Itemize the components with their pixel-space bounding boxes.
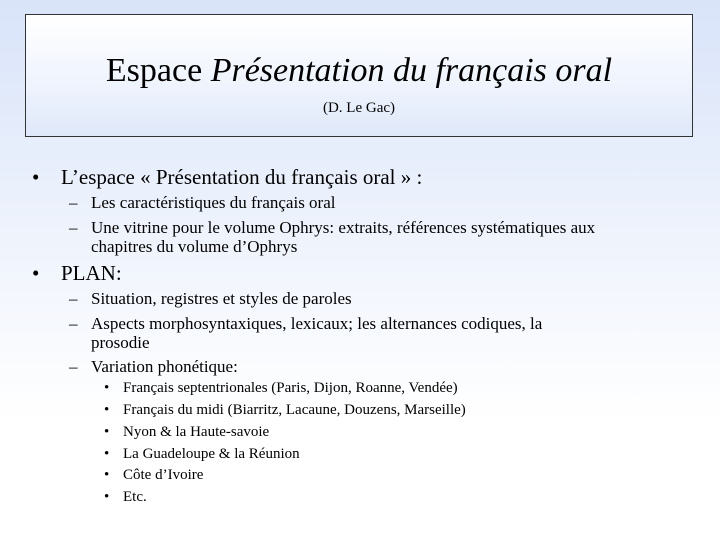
sub-bullet-marker: •	[104, 467, 110, 483]
sub-bullet-marker: •	[104, 402, 110, 418]
sub-bullet-marker: •	[104, 446, 110, 462]
dash-marker: –	[69, 218, 78, 237]
slide-author: (D. Le Gac)	[322, 100, 396, 116]
sub-bullet-marker: •	[104, 380, 110, 396]
sub-item-text: La Guadeloupe & la Réunion	[123, 446, 300, 462]
bullet-plan-text: PLAN:	[61, 261, 122, 285]
dash-marker: –	[69, 357, 78, 376]
bullet-marker: •	[32, 165, 40, 189]
dash-item-text-line1: Une vitrine pour le volume Ophrys: extraits, références systématiques aux	[91, 218, 596, 237]
title-italic: Présentation du français oral	[210, 52, 613, 89]
bullet-marker: •	[32, 261, 40, 285]
sub-item-text: Français septentrionales (Paris, Dijon, Roanne, Vendée)	[123, 380, 458, 396]
dash-item-text-line2: chapitres du volume d’Ophrys	[91, 237, 298, 256]
sub-bullet-marker: •	[104, 489, 110, 505]
sub-item-text: Français du midi (Biarritz, Lacaune, Douzens, Marseille)	[123, 402, 466, 418]
dash-item-text: Variation phonétique:	[91, 357, 238, 376]
title-prefix: Espace	[105, 52, 211, 89]
dash-item-text-line2: prosodie	[91, 333, 150, 352]
bullet-espace-text: L’espace « Présentation du français oral » :	[61, 165, 423, 189]
sub-item-text: Etc.	[123, 489, 147, 505]
dash-marker: –	[69, 193, 78, 212]
dash-marker: –	[69, 289, 78, 308]
sub-item-text: Nyon & la Haute-savoie	[123, 424, 270, 440]
sub-item-text: Côte d’Ivoire	[123, 467, 204, 483]
title-box	[25, 14, 693, 137]
sub-bullet-marker: •	[104, 424, 110, 440]
dash-item-text-line1: Aspects morphosyntaxiques, lexicaux; les alternances codiques, la	[91, 314, 543, 333]
slide-title	[26, 51, 692, 91]
dash-marker: –	[69, 314, 78, 333]
dash-item-text: Les caractéristiques du français oral	[91, 193, 336, 212]
dash-item-text: Situation, registres et styles de paroles	[91, 289, 352, 308]
